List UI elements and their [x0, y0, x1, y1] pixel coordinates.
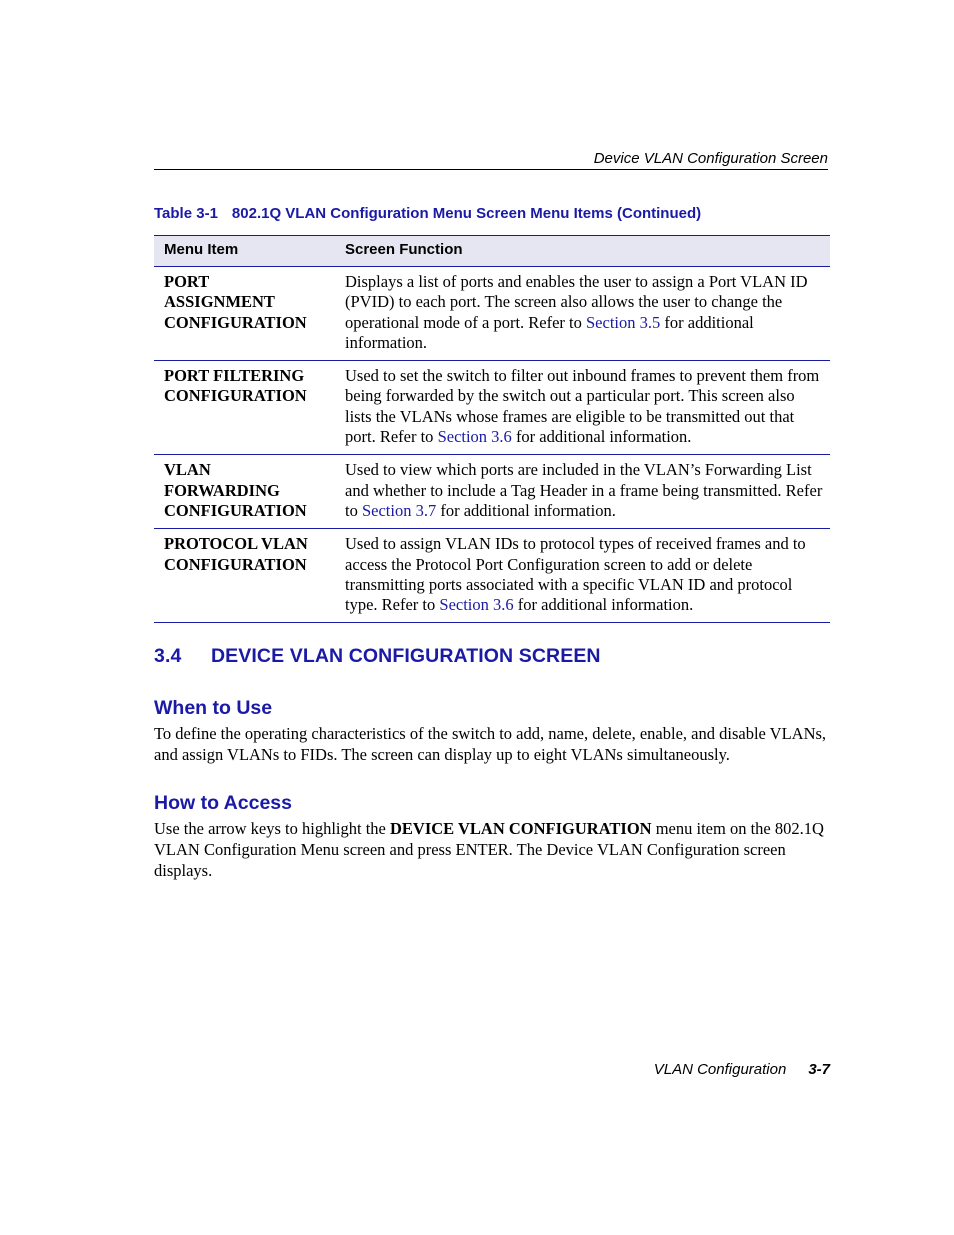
table-row [154, 529, 830, 623]
menu-item-cell [154, 455, 335, 529]
table-caption [154, 205, 701, 222]
menu-item-cell [154, 529, 335, 623]
menu-item-line: PORT [164, 272, 210, 291]
menu-item-line: CONFIGURATION [164, 312, 307, 332]
table-caption-number: Table 3-1 [154, 205, 218, 222]
how-to-access-heading: How to Access [154, 792, 292, 814]
page-number: 3-7 [808, 1061, 830, 1078]
menu-items-table [154, 235, 830, 623]
when-to-use-paragraph: To define the operating characteristics of the switch to add, name, delete, enable, and disable VLANs, and assign VLANs to FIDs. The screen can display up to eight VLANs simultaneously. [154, 724, 827, 764]
how-to-access-paragraph [154, 819, 830, 881]
page-footer [154, 1061, 830, 1078]
menu-item-line: CONFIGURATION [164, 500, 307, 520]
table-row [154, 455, 830, 529]
section-number: 3.4 [154, 645, 182, 667]
running-head: Device VLAN Configuration Screen [154, 150, 828, 170]
section-link[interactable]: Section 3.7 [361, 500, 437, 520]
table-row [154, 361, 830, 455]
paragraph-text: menu item on the 802.1Q VLAN Configuration Menu screen and press ENTER. The Device VLAN Configuration screen displays. [154, 819, 824, 880]
table-caption-title: 802.1Q VLAN Configuration Menu Screen Menu Items (Continued) [231, 205, 702, 222]
paragraph-text: Use the arrow keys to highlight the [154, 819, 390, 838]
when-to-use-heading: When to Use [154, 697, 273, 719]
table-header-row [154, 236, 830, 267]
header-menu-item: Menu Item [154, 236, 335, 267]
description-text: Used to view which ports are included in the VLAN’s Forwarding List and whether to include a Tag Header in a frame being transmitted. Refer to [345, 460, 823, 520]
menu-item-name: DEVICE VLAN CONFIGURATION [390, 819, 652, 838]
description-text: Used to set the switch to filter out inbound frames to prevent them from being forwarded by the switch out a particular port. This screen also lists the VLANs whose frames are eligible to be transmitted out that port. Refer to [345, 366, 820, 447]
description-text: Used to assign VLAN IDs to protocol types of received frames and to access the Protocol Port Configuration screen to add or delete transmitting ports associated with a specific VLAN ID and protocol type. Refer to [345, 534, 806, 615]
menu-item-line: ASSIGNMENT [164, 292, 275, 312]
description-text: Displays a list of ports and enables the user to assign a Port VLAN ID (PVID) to each port. The screen also allows the user to change the operational mode of a port. Refer to [345, 272, 808, 332]
description-text: for additional information. [513, 595, 694, 615]
menu-item-cell [154, 361, 335, 455]
table-row [154, 267, 830, 361]
description-text: for additional information. [436, 500, 616, 520]
menu-item-line: PORT FILTERING [164, 366, 305, 386]
description-text: for additional information. [345, 312, 754, 352]
section-link[interactable]: Section 3.6 [439, 595, 514, 615]
menu-item-line: PROTOCOL VLAN [164, 534, 308, 554]
section-title: DEVICE VLAN CONFIGURATION SCREEN [211, 645, 601, 667]
menu-item-line: CONFIGURATION [164, 386, 307, 406]
section-heading [154, 645, 601, 668]
screen-function-cell [335, 361, 830, 455]
footer-section: VLAN Configuration [653, 1061, 787, 1078]
section-link[interactable]: Section 3.5 [586, 312, 661, 332]
menu-item-line: CONFIGURATION [164, 554, 307, 574]
menu-item-line: VLAN [164, 460, 211, 480]
menu-item-cell [154, 267, 335, 361]
section-link[interactable]: Section 3.6 [437, 427, 512, 447]
screen-function-cell [335, 529, 830, 623]
screen-function-cell [335, 455, 830, 529]
menu-item-line: FORWARDING [164, 480, 280, 500]
screen-function-cell [335, 267, 830, 361]
header-screen-function: Screen Function [335, 236, 830, 267]
description-text: for additional information. [511, 427, 692, 447]
